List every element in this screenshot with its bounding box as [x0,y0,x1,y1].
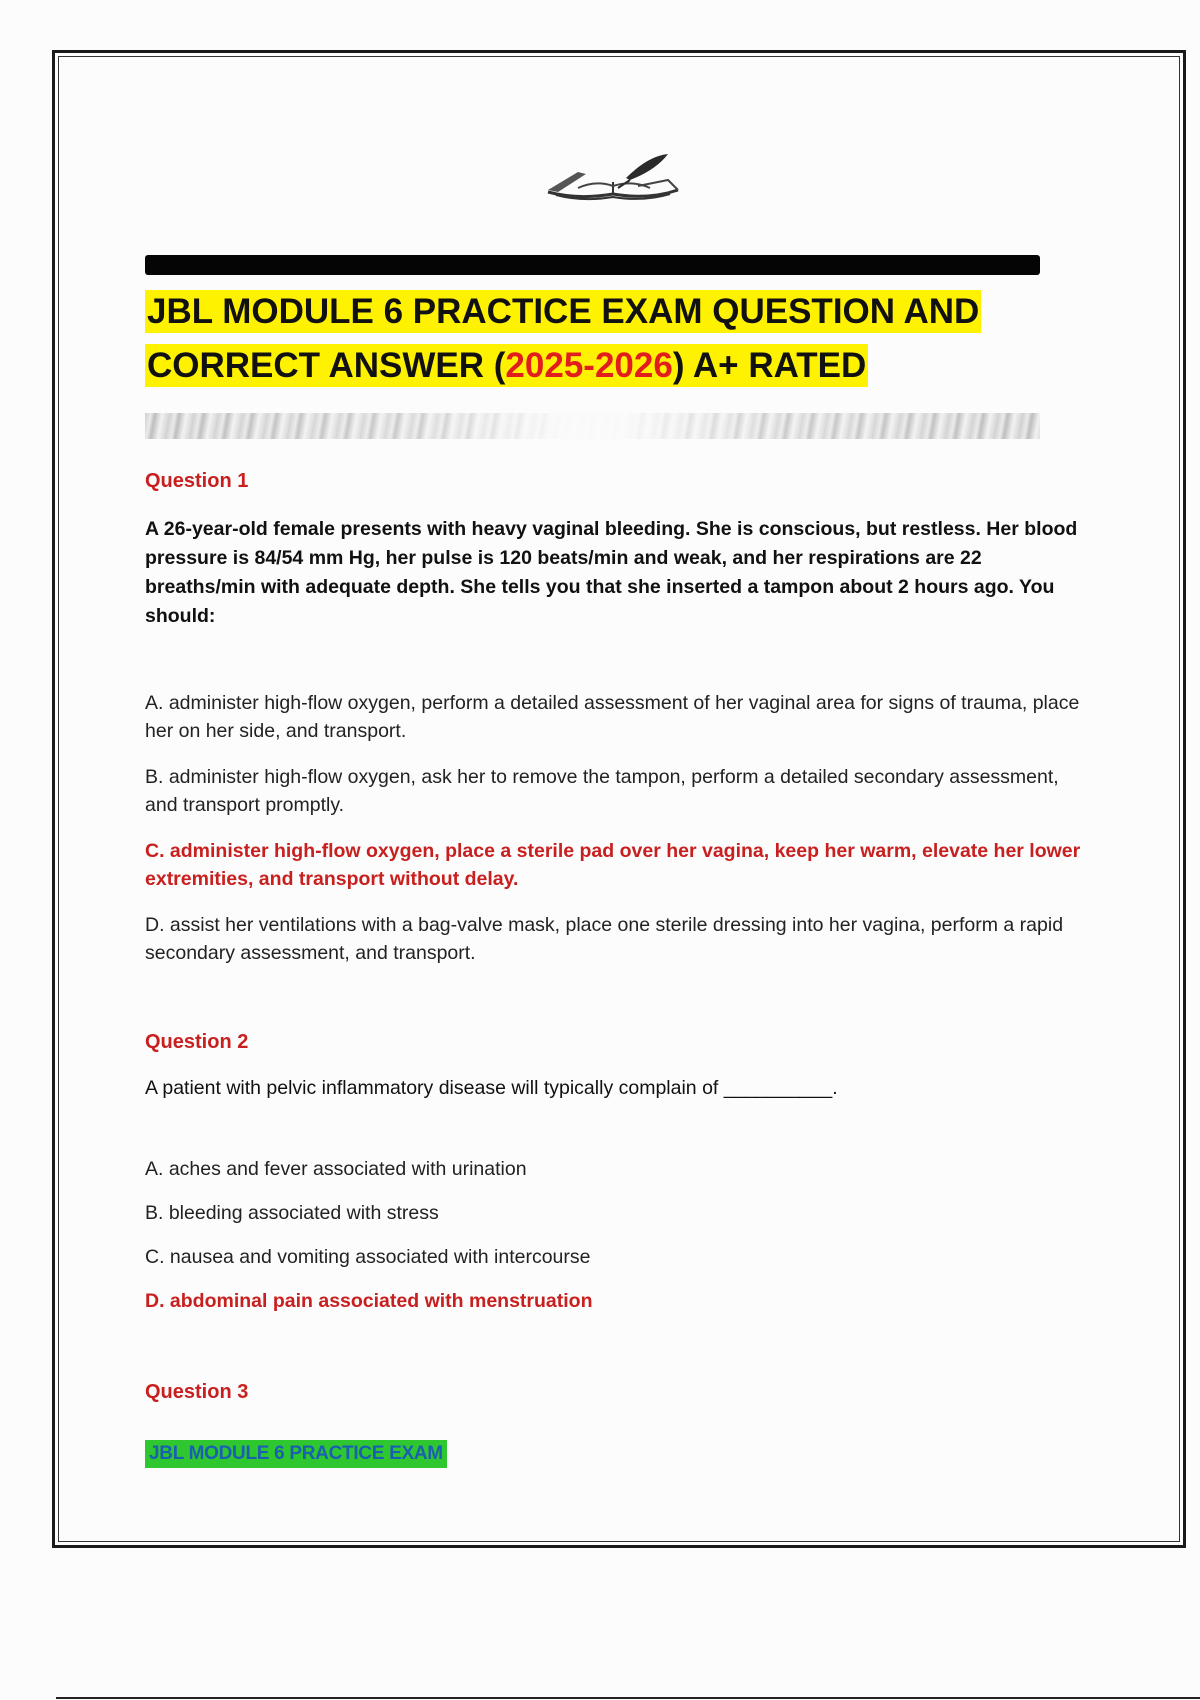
question-label: Question 3 [145,1381,249,1403]
option-b: B. bleeding associated with stress [145,1202,439,1224]
question-text: A 26-year-old female presents with heavy vaginal bleeding. She is conscious, but restless. Her blood pressure is 84/54 mm Hg, her pulse is 120 beats/min and weak, and her respirations are 22 breaths/min with adequate depth. She tells you that she inserted a tampon about 2 hours ago. You should: [145,518,1078,627]
title-line-2-prefix: CORRECT ANSWER ( [147,346,506,385]
option-c: C. nausea and vomiting associated with intercourse [145,1246,591,1268]
question-3 [145,1381,1085,1468]
question-label: Question 2 [145,1031,249,1053]
option-a: A. aches and fever associated with urination [145,1158,527,1180]
question-label: Question 1 [145,470,249,492]
option-c-correct: C. administer high-flow oxygen, place a sterile pad over her vagina, keep her warm, elevate her lower extremities, and transport without delay. [145,840,1081,890]
question-2 [145,1031,1085,1315]
question-1 [145,470,1085,967]
page-bottom-line [56,1697,1200,1699]
title-year: 2025-2026 [505,346,673,385]
book-quill-logo-icon [538,150,688,218]
option-d-correct: D. abdominal pain associated with menstruation [145,1290,593,1312]
title-line-1: JBL MODULE 6 PRACTICE EXAM QUESTION AND [147,292,980,331]
title-top-bar [145,255,1040,275]
exam-tag: JBL MODULE 6 PRACTICE EXAM [145,1440,447,1468]
title-line-2-suffix: ) A+ RATED [672,346,867,385]
document-title [145,285,1105,393]
answer-options [145,689,1085,967]
exam-content [145,470,1085,1468]
option-d: D. assist her ventilations with a bag-valve mask, place one sterile dressing into her vagina, perform a rapid secondary assessment, and transport. [145,914,1064,964]
decorative-divider [145,413,1040,439]
answer-options [145,1155,1085,1315]
question-text: A patient with pelvic inflammatory disease will typically complain of __________. [145,1077,838,1099]
option-a: A. administer high-flow oxygen, perform a detailed assessment of her vaginal area for signs of trauma, place her on her side, and transport. [145,692,1080,742]
option-b: B. administer high-flow oxygen, ask her to remove the tampon, perform a detailed secondary assessment, and transport promptly. [145,766,1059,816]
